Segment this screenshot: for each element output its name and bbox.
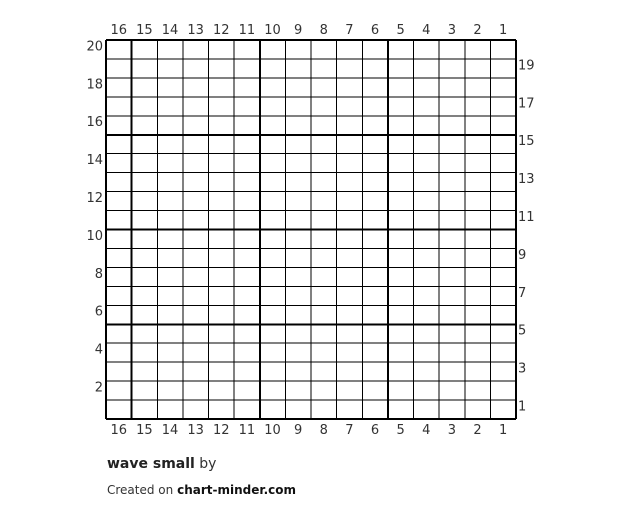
column-number-bottom: 9: [294, 423, 303, 438]
row-number-right: 5: [518, 323, 527, 339]
column-number-top: 10: [264, 23, 281, 38]
column-number-bottom: 6: [370, 423, 380, 438]
row-number-right: 7: [518, 285, 527, 301]
created-on-line: [107, 483, 296, 497]
row-number-left: 18: [86, 77, 103, 93]
column-number-top: 5: [396, 23, 405, 38]
column-number-bottom: 13: [187, 423, 204, 438]
row-number-right: 19: [518, 58, 535, 74]
row-number-left: 14: [86, 153, 103, 169]
row-number-left: 20: [86, 39, 103, 55]
created-on-label: Created on: [107, 483, 174, 497]
column-number-bottom: 10: [264, 423, 281, 438]
column-number-top: 14: [161, 23, 179, 38]
column-number-top: 15: [136, 23, 153, 38]
column-number-top: 1: [499, 23, 508, 38]
column-number-bottom: 12: [213, 423, 230, 438]
column-number-top: 6: [370, 23, 380, 38]
row-number-right: 3: [518, 361, 527, 377]
row-number-right: 13: [518, 172, 535, 188]
column-number-bottom: 7: [345, 423, 354, 438]
column-number-top: 11: [238, 23, 256, 38]
column-number-bottom: 8: [319, 423, 328, 438]
row-number-right: 15: [518, 134, 535, 150]
column-number-bottom: 15: [136, 423, 153, 438]
column-number-top: 3: [447, 23, 457, 38]
column-number-top: 8: [319, 23, 328, 38]
column-number-top: 12: [213, 23, 230, 38]
row-number-left: 2: [94, 380, 103, 396]
column-number-bottom: 5: [396, 423, 405, 438]
column-number-bottom: 11: [238, 423, 256, 438]
column-number-bottom: 1: [499, 423, 508, 438]
row-number-right: 1: [518, 399, 527, 415]
column-number-top: 2: [473, 23, 482, 38]
row-number-right: 17: [518, 96, 535, 112]
row-number-left: 12: [86, 191, 103, 207]
row-number-left: 10: [86, 228, 103, 244]
row-number-right: 9: [518, 247, 527, 263]
column-number-bottom: 3: [447, 423, 457, 438]
row-number-left: 8: [94, 266, 103, 282]
row-number-left: 16: [86, 115, 103, 131]
row-number-left: 6: [94, 304, 103, 320]
row-number-left: 4: [94, 342, 103, 358]
column-number-bottom: 4: [422, 423, 431, 438]
site-link[interactable]: chart-minder.com: [177, 483, 296, 497]
column-number-top: 4: [422, 23, 431, 38]
row-number-right: 11: [518, 209, 535, 225]
column-number-bottom: 14: [161, 423, 179, 438]
column-number-top: 7: [345, 23, 354, 38]
by-label: by: [199, 456, 217, 472]
column-number-top: 9: [294, 23, 303, 38]
pattern-name: wave small: [107, 456, 195, 472]
column-number-bottom: 16: [110, 423, 128, 438]
column-number-bottom: 2: [473, 423, 482, 438]
column-number-top: 13: [187, 23, 204, 38]
column-number-top: 16: [110, 23, 128, 38]
pattern-title-line: [107, 456, 216, 472]
